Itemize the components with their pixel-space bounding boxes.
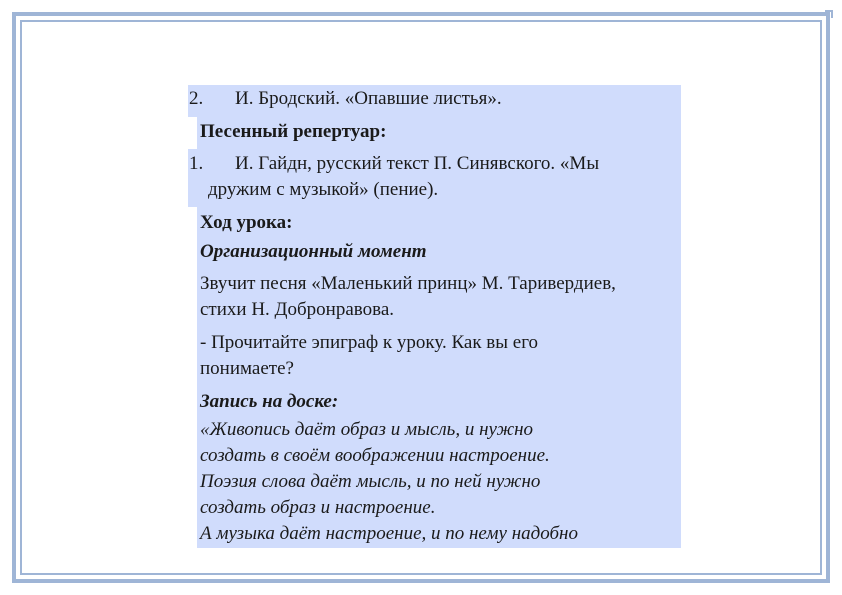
lesson-progress-heading: Ход урока: bbox=[200, 212, 293, 233]
board-quote-line-1: «Живопись даёт образ и мысль, и нужно bbox=[200, 419, 534, 440]
question-paragraph-line-2: понимаете? bbox=[200, 358, 294, 379]
song-paragraph-line-2: стихи Н. Добронравова. bbox=[200, 299, 395, 320]
org-moment-heading: Организационный момент bbox=[200, 241, 427, 262]
list-item-1-line-2: дружим с музыкой» (пение). bbox=[208, 179, 439, 200]
list-item-1-line-1: И. Гайдн, русский текст П. Синявского. «Мы bbox=[235, 153, 600, 174]
list-item-1-number: 1. bbox=[189, 153, 204, 174]
song-paragraph-line-1: Звучит песня «Маленький принц» М. Таривердиев, bbox=[200, 273, 616, 294]
board-quote-line-4: создать образ и настроение. bbox=[200, 497, 436, 518]
song-repertoire-heading: Песенный репертуар: bbox=[200, 121, 387, 142]
list-item-2-text: И. Бродский. «Опавшие листья». bbox=[235, 88, 502, 109]
board-quote-line-3: Поэзия слова даёт мысль, и по ней нужно bbox=[200, 471, 541, 492]
list-item-2-number: 2. bbox=[189, 88, 204, 109]
board-quote-line-2: создать в своём воображении настроение. bbox=[200, 445, 550, 466]
question-paragraph-line-1: - Прочитайте эпиграф к уроку. Как вы его bbox=[200, 332, 539, 353]
board-heading: Запись на доске: bbox=[200, 391, 339, 412]
board-quote-line-5: А музыка даёт настроение, и по нему надобно bbox=[200, 523, 578, 544]
frame-corner-ornament bbox=[825, 10, 833, 18]
